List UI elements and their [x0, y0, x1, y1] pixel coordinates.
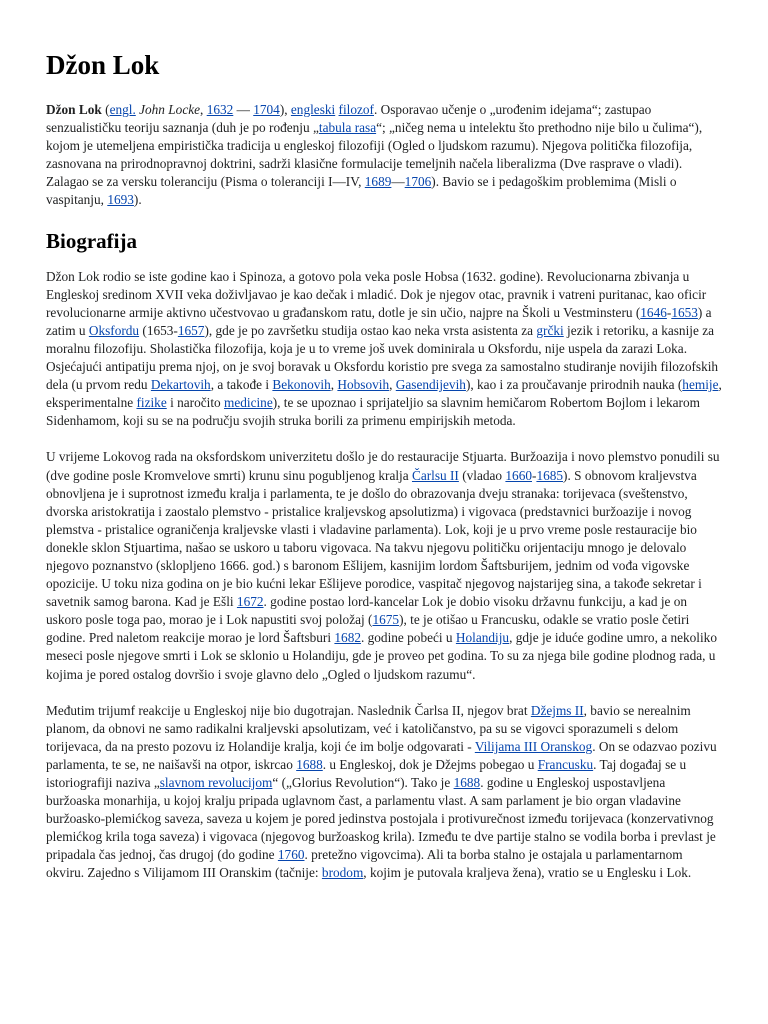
wiki-link[interactable]: grčki [536, 322, 564, 338]
wiki-link[interactable]: Bekonovih [272, 377, 331, 393]
wiki-link[interactable]: brodom [321, 865, 364, 881]
wiki-link[interactable]: 1660 [505, 467, 532, 483]
intro-paragraph: Džon Lok (engl. John Locke, 1632 — 1704), engleski filozof. Osporavao učenje o „urođenim idejama“; zastupao senzualističku teoriju saznanja (duh je po rođenju „tabula rasa“; „ničeg nema u intelektu što prethodno nije bilo u čulima“), kojom je utemeljena empiristička tradicija u engleskoj filozofiji (Ogled o ljudskom razumu). Njegova politička filozofija, zasnovana na prirodnopravnoj doktrini, sadrži klasične formulacije temeljnih načela liberalizma (Dve rasprave o vladi). Zalagao se za versku toleranciju (Pisma o toleranciji I—IV, 1689—1706). Bavio se i pedagoškim problemima (Misli o vaspitanju, 1693). [46, 102, 703, 208]
wiki-link[interactable]: 1675 [372, 612, 400, 628]
section-heading-biografija: Biografija [46, 228, 137, 253]
body-paragraph: Džon Lok rodio se iste godine kao i Spinoza, a gotovo pola veka posle Hobsa (1632. godine). Revolucionarna zbivanja u Engleskoj sredinom XVII veka doživljavao je kao dečak i mladić. Dok je njegov otac, pravnik i vatreni puritanac, kao oficir revolucionarne armije aktivno učestvovao u građanskom ratu, dotle je sin učio, najpre na Školi u Vestminsteru (1646-1653) a zatim u Oksfordu (1653-1657), gde je po završetku studija ostao kao neka vrsta asistenta za grčki jezik i retoriku, a kasnije za moralnu filozofiju. Sholastička filozofija, koja je u to vreme još uvek dominirala u Oksfordu, nije uspela da zarazi Loka. Osjećajući antipatiju prema njoj, on je svoj boravak u Oksfordu koristio pre svega za samostalno studiranje novijih filozofskih dela (u prvom redu Dekartovih, a takođe i Bekonovih, Hobsovih, Gasendijevih), kao i za proučavanje prirodnih nauka (hemije, eksperimentalne fizike i naročito medicine), te se upoznao i sprijateljio sa slavnim hemičarom Robertom Bojlom i lekarom Sidenhamom, koji su se na području svojih struka borili za primenu empirijskih metoda. [46, 268, 722, 429]
wiki-link[interactable]: Oksfordu [88, 322, 140, 338]
wiki-link[interactable]: Gasendijevih [395, 377, 466, 393]
wiki-link[interactable]: fizike [136, 395, 167, 411]
wiki-link[interactable]: 1688 [296, 756, 323, 772]
italic-term: John Locke [139, 102, 201, 117]
wiki-link[interactable]: 1688 [453, 775, 481, 790]
wiki-link[interactable]: Francusku [537, 756, 594, 772]
wiki-link[interactable]: 1672 [236, 594, 264, 610]
wiki-link[interactable]: 1760 [277, 847, 305, 863]
wiki-link[interactable]: Hobsovih [337, 377, 390, 393]
wiki-link[interactable]: 1682 [334, 630, 361, 646]
wiki-link[interactable]: 1689 [364, 174, 392, 190]
wiki-link[interactable]: 1653 [671, 304, 698, 320]
wiki-link[interactable]: 1646 [640, 304, 667, 320]
wiki-link[interactable]: hemije [682, 377, 719, 393]
body-paragraph: Međutim trijumf reakcije u Engleskoj nije bio dugotrajan. Naslednik Čarlsa II, njegov brat Džejms II, bavio se nerealnim planom, da obnovi ne samo radikalni kraljevski apsolutizam, već i katoličanstvo, pa su se vigovci sporazumeli s delom torijevaca, da na presto pozovu iz Holandije kralja, koji će im bolje odgovarati - Vilijama III Oranskog. On se odazvao pozivu parlamenta, te se, ne naišavši na otpor, iskrcao 1688. u Engleskoj, dok je Džejms pobegao u Francusku. Taj događaj se u istoriografiji naziva „slavnom revolucijom“ („Glorius Revolution“). Tako je 1688. godine u Engleskoj uspostavljena buržoaska monarhija, u kojoj kralju pripada uglavnom čast, a parlamentu vlast. A sam parlament je bio organ vladavine buržoasko-plemićkog saveza, saveza u kojem je pored jedinstva postojala i protivurečnost između torijevaca (konzervativnog plemićkog krila toga saveza) i vigovaca (njegovog buržoaskog krila). Između te dve partije stalno se vodila borba i prevlast je pripadala čas jednoj, čas drugoj (do godine 1760. pretežno vigovcima). Ali ta borba stalno je ostajala u parlamentarnom okviru. Zajedno s Vilijamom III Oranskim (tačnije: brodom, kojim je putovala kraljeva žena), vratio se u Englesku i Lok. [46, 702, 717, 881]
body-paragraph: U vrijeme Lokovog rada na oksfordskom univerzitetu došlo je do restauracije Stjuarta. Buržoazija i novo plemstvo ponudili su (dve godine posle Kromvelove smrti) krunu sinu pogubljenog kralja Čarlsu II (vladao 1660-1685). S obnovom kraljevstva obnovljena je i suprotnost između kralja i parlamenta, te je došlo do obrazovanja dveju stranaka: torijevaca (sveštenstvo, dvorska aristokratija i zaostalo plemstvo - pristalice kraljevskog apsolutizma) i vigovaca (predstavnici buržoazije i novog plemstva - pristalice ograničenja kraljevske vlasti i vladavine parlamenta). Lok, koji je u prvo vreme posle restauracije bio donekle sklon Stjuartima, našao se uskoro u taboru vigovaca. Na takvu njegovu političku orijentaciju mnogo je delovalo njegovo poznanstvo (sklopljeno 1666. god.) s baronom Ešlijem, kasnijim lordom Šaftsburijem, jednim od vođa vigovske opozicije. U toku niza godina on je bio kućni lekar Ešlijeve porodice, vaspitač njegovog najstarijeg sina, a takođe sekretar i savetnik samog barona. Kad je Ešli 1672. godine postao lord-kancelar Lok je dobio visoku državnu funkciju, a kad je on uskoro posle toga pao, morao je i Lok napustiti svoj položaj (1675), te je otišao u Francusku, odakle se vratio posle četiri godine. Pred naletom reakcije morao je lord Šaftsburi 1682. godine pobeći u Holandiju, gdje je iduće godine umro, a nekoliko meseci posle njegove smrti i Lok se sklonio u Holandiju, gde je proveo pet godina. To su za njega bile godine plodnog rada, u kojima je pored ostalog dovršio i svoje glavno delo „Ogled o ljudskom razumu“. [46, 449, 720, 682]
page-title: Džon Lok [46, 50, 160, 80]
wiki-link[interactable]: slavnom revolucijom [159, 775, 273, 790]
wiki-link[interactable]: Čarlsu II [411, 467, 459, 483]
wiki-link[interactable]: engleski [290, 102, 336, 117]
wiki-link[interactable]: Džejms II [530, 702, 584, 718]
wiki-link[interactable]: Dekartovih [150, 377, 211, 393]
wiki-link[interactable]: 1693 [107, 192, 134, 208]
wiki-link[interactable]: 1657 [177, 322, 205, 338]
wiki-link[interactable]: medicine [223, 395, 273, 411]
wiki-link[interactable]: Holandiju [455, 630, 510, 646]
wiki-link[interactable]: filozof [338, 102, 374, 117]
wiki-link[interactable]: 1704 [253, 102, 280, 117]
wiki-link[interactable]: Vilijama III Oranskog [474, 738, 593, 754]
bold-term: Džon Lok [46, 102, 102, 117]
wiki-link[interactable]: 1685 [536, 467, 564, 483]
wiki-link[interactable]: 1706 [404, 174, 432, 190]
wiki-link[interactable]: engl. [109, 102, 136, 117]
wiki-link[interactable]: tabula rasa [318, 120, 377, 136]
wiki-link[interactable]: 1632 [206, 102, 234, 117]
